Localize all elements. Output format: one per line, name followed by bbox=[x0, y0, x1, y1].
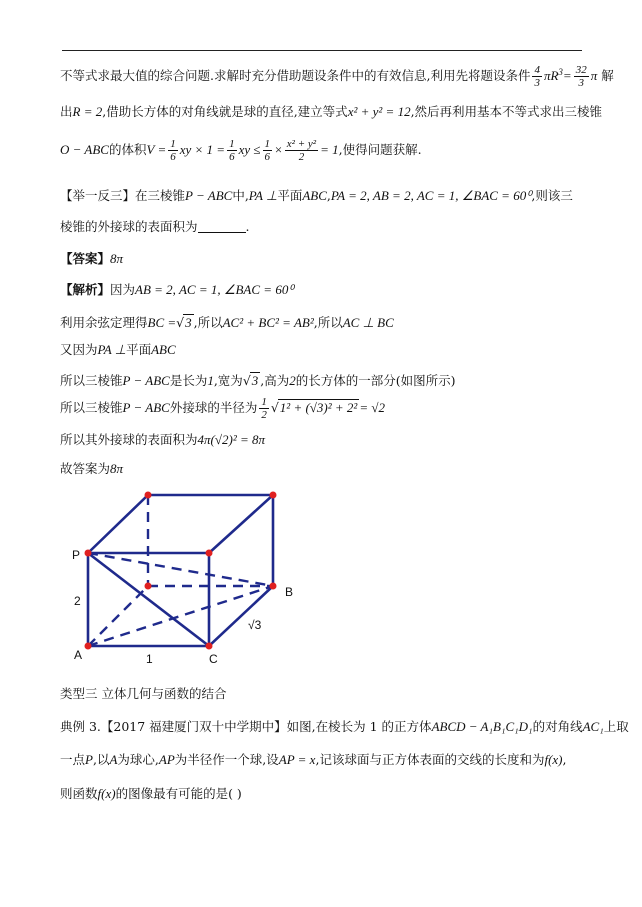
math: PA ⊥ bbox=[97, 342, 127, 357]
text: 又因为 bbox=[60, 342, 98, 357]
math: V = bbox=[146, 142, 167, 157]
fraction-x2y2-2 bbox=[285, 138, 318, 163]
text: 为球心, bbox=[117, 752, 159, 767]
answer-blank bbox=[198, 220, 246, 233]
text: ,所以 bbox=[313, 315, 343, 330]
label-length-1: 1 bbox=[146, 652, 153, 666]
label-B: B bbox=[285, 585, 294, 599]
text: 平面 bbox=[126, 342, 152, 357]
text: 则函数 bbox=[60, 786, 98, 801]
text: ,然后再利用基本不等式求出三棱锥 bbox=[410, 104, 603, 119]
text-line-13 bbox=[60, 461, 123, 477]
text: , bbox=[326, 188, 331, 203]
math: BC = bbox=[147, 315, 177, 330]
den: 6 bbox=[229, 151, 235, 163]
math: f(x) bbox=[97, 786, 116, 801]
text-line-9 bbox=[60, 342, 176, 358]
text: 解 bbox=[601, 68, 614, 84]
text: 外接球的半径为 bbox=[169, 400, 258, 415]
text: 所以其外接球的表面积为 bbox=[60, 432, 198, 447]
text: 的体积 bbox=[108, 142, 147, 157]
math: = 1 bbox=[320, 142, 339, 157]
text: ,记该球面与正方体表面的交线的长度和为 bbox=[315, 752, 545, 767]
text-line-8: 利用余弦定理得BC =√3 ,所以AC² + BC² = AB²,所以AC ⊥ BC bbox=[60, 315, 394, 330]
num: 4 bbox=[534, 64, 540, 77]
text: , bbox=[562, 752, 567, 767]
sqrt-radius: 1² + (√3)² + 2² bbox=[279, 400, 358, 415]
math: A bbox=[109, 752, 118, 767]
fraction-1-2 bbox=[259, 396, 269, 421]
text: ,以 bbox=[92, 752, 110, 767]
text: 是长为 bbox=[169, 373, 208, 388]
math: 8π bbox=[110, 461, 124, 476]
exp: 3 bbox=[558, 67, 563, 77]
math: xy ≤ bbox=[238, 142, 261, 157]
text: ,则该三 bbox=[531, 188, 573, 203]
label-C: C bbox=[209, 652, 218, 666]
text: ,所以 bbox=[193, 315, 223, 330]
edge-solid bbox=[209, 586, 273, 646]
math: ABC bbox=[302, 188, 327, 203]
text: 的图像最有可能的是( ) bbox=[115, 786, 242, 801]
math: = √2 bbox=[359, 400, 385, 415]
text: 所以三棱锥 bbox=[60, 400, 123, 415]
text: 出 bbox=[60, 104, 73, 119]
text-line-2 bbox=[60, 104, 602, 120]
vertex-B bbox=[270, 583, 277, 590]
text-line-5 bbox=[60, 219, 250, 235]
den: 6 bbox=[264, 151, 271, 163]
vertex-P bbox=[85, 550, 92, 557]
answer-line bbox=[60, 251, 123, 267]
math: AC₁ bbox=[582, 719, 604, 734]
text: 平面 bbox=[277, 188, 303, 203]
num: x² + y² bbox=[286, 138, 317, 150]
den: 2 bbox=[298, 151, 305, 163]
header-rule bbox=[62, 50, 582, 51]
edge-dashed bbox=[88, 586, 273, 646]
vertex bbox=[206, 550, 213, 557]
text: ,高为 bbox=[260, 373, 290, 388]
text: 利用余弦定理得 bbox=[60, 315, 148, 330]
vertex-C bbox=[206, 643, 213, 650]
den: 3 bbox=[534, 77, 540, 90]
num: 1 bbox=[170, 138, 176, 150]
math: R = 2 bbox=[72, 104, 103, 119]
answer-label: 【答案】 bbox=[60, 251, 111, 266]
vertex-A bbox=[85, 643, 92, 650]
math: PA = 2, AB = 2, AC = 1, ∠BAC = 60⁰ bbox=[330, 188, 532, 203]
math: AP bbox=[158, 752, 175, 767]
label-width-sqrt3: √3 bbox=[248, 618, 262, 632]
math: × bbox=[274, 142, 283, 157]
vertex bbox=[270, 492, 277, 499]
math: ABCD − A₁B₁C₁D₁ bbox=[431, 719, 533, 734]
math: AB = 2, AC = 1, ∠BAC = 60⁰ bbox=[135, 282, 294, 297]
text: 故答案为 bbox=[60, 461, 111, 476]
label-A: A bbox=[74, 648, 83, 662]
analysis-line bbox=[60, 282, 294, 298]
vertex bbox=[145, 492, 152, 499]
section-heading bbox=[60, 686, 226, 702]
fraction-1-6 bbox=[263, 138, 273, 163]
text: ,借助长方体的对角线就是球的直径,建立等式 bbox=[102, 104, 348, 119]
num: 1 bbox=[229, 138, 235, 150]
cuboid-figure bbox=[68, 483, 308, 673]
text: ,宽为 bbox=[213, 373, 243, 388]
label-height-2: 2 bbox=[74, 594, 81, 608]
math: P − ABC bbox=[185, 188, 233, 203]
edge-dashed bbox=[88, 586, 148, 646]
num: 32 bbox=[575, 64, 587, 77]
math: πR bbox=[543, 68, 559, 84]
text: 典例 3.【2017 福建厦门双十中学期中】如图,在棱长为 1 的正方体 bbox=[60, 719, 432, 734]
math: xy × 1 = bbox=[179, 142, 226, 157]
edge-solid bbox=[88, 495, 148, 553]
math: PA ⊥ bbox=[248, 188, 278, 203]
fraction-1-6 bbox=[227, 138, 237, 163]
text-line-4 bbox=[60, 188, 573, 204]
math: 4π(√2)² = 8π bbox=[197, 432, 266, 447]
text-line-12 bbox=[60, 432, 265, 448]
num: 1 bbox=[264, 138, 271, 150]
sqrt-3: 3 bbox=[185, 315, 192, 330]
text-line-1 bbox=[60, 64, 614, 89]
math: AP = x bbox=[278, 752, 316, 767]
example-line-3 bbox=[60, 786, 242, 802]
text: ,使得问题获解. bbox=[338, 142, 422, 157]
den: 6 bbox=[170, 151, 176, 163]
text: . bbox=[245, 219, 250, 234]
sqrt-3: 3 bbox=[251, 373, 259, 388]
math: AC ⊥ BC bbox=[342, 315, 394, 330]
example-line-1 bbox=[60, 719, 629, 735]
label-P: P bbox=[72, 548, 81, 562]
fraction-4-3 bbox=[532, 64, 542, 89]
text: 类型三 立体几何与函数的结合 bbox=[60, 686, 227, 701]
math: AC² + BC² = AB² bbox=[222, 315, 314, 330]
text-line-10: 所以三棱锥P − ABC是长为1,宽为√3 ,高为2的长方体的一部分(如图所示) bbox=[60, 373, 456, 388]
text: 的长方体的一部分(如图所示) bbox=[295, 373, 456, 388]
text-line-3 bbox=[60, 138, 422, 163]
text: 为半径作一个球,设 bbox=[174, 752, 279, 767]
answer-value: 8π bbox=[110, 251, 124, 266]
edge-dashed bbox=[88, 553, 273, 586]
math: P bbox=[85, 752, 93, 767]
math: = bbox=[562, 68, 572, 84]
math: P − ABC bbox=[122, 373, 170, 388]
example-line-2 bbox=[60, 752, 566, 768]
fraction-1-6 bbox=[168, 138, 178, 163]
den: 3 bbox=[578, 77, 584, 90]
fraction-32-3 bbox=[574, 64, 589, 89]
text: 不等式求最大值的综合问题.求解时充分借助题设条件中的有效信息,利用先将题设条件 bbox=[60, 68, 531, 84]
text-line-11: 所以三棱锥P − ABC外接球的半径为 $\frac{1}{2}$ √1² + (√3)² + 2² = √2 bbox=[60, 396, 385, 421]
den: 2 bbox=[261, 409, 267, 421]
text: 上取 bbox=[603, 719, 629, 734]
text: 中, bbox=[232, 188, 249, 203]
math: 1 bbox=[207, 373, 214, 388]
math: 2 bbox=[289, 373, 296, 388]
text: 【举一反三】在三棱锥 bbox=[60, 188, 186, 203]
text: 所以三棱锥 bbox=[60, 373, 123, 388]
math: x² + y² = 12 bbox=[347, 104, 411, 119]
num: 1 bbox=[261, 396, 267, 408]
text: 棱锥的外接球的表面积为 bbox=[60, 219, 198, 234]
analysis-label: 【解析】 bbox=[60, 282, 111, 297]
text: 的对角线 bbox=[532, 719, 583, 734]
text: 一点 bbox=[60, 752, 86, 767]
math: P − ABC bbox=[122, 400, 170, 415]
edge-solid bbox=[209, 495, 273, 553]
math: π bbox=[590, 68, 598, 84]
text: 因为 bbox=[110, 282, 136, 297]
math: ABC bbox=[151, 342, 176, 357]
math: O − ABC bbox=[60, 142, 109, 157]
vertex bbox=[145, 583, 152, 590]
math: f(x) bbox=[544, 752, 563, 767]
